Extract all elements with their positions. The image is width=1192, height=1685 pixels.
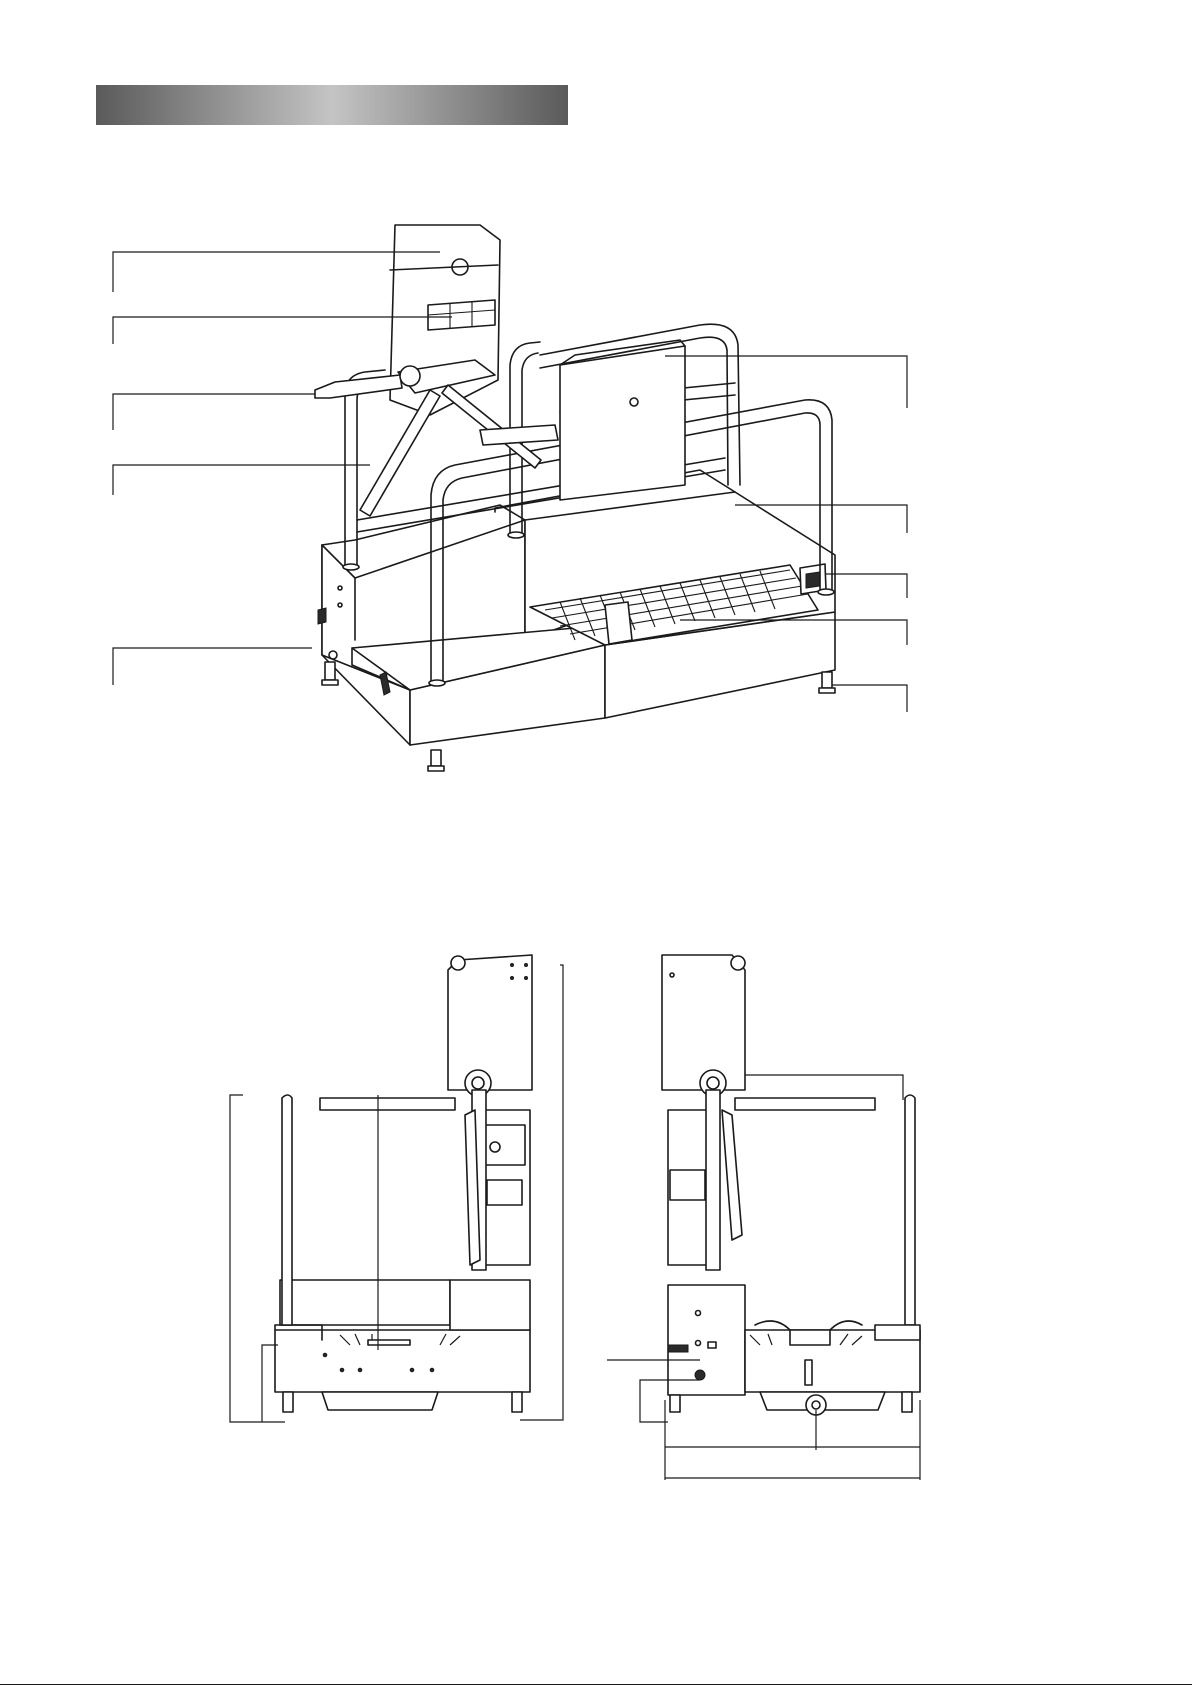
side-elevation-right: [607, 955, 920, 1480]
perspective-view: [315, 225, 835, 771]
side-elevation-left: [230, 955, 563, 1422]
